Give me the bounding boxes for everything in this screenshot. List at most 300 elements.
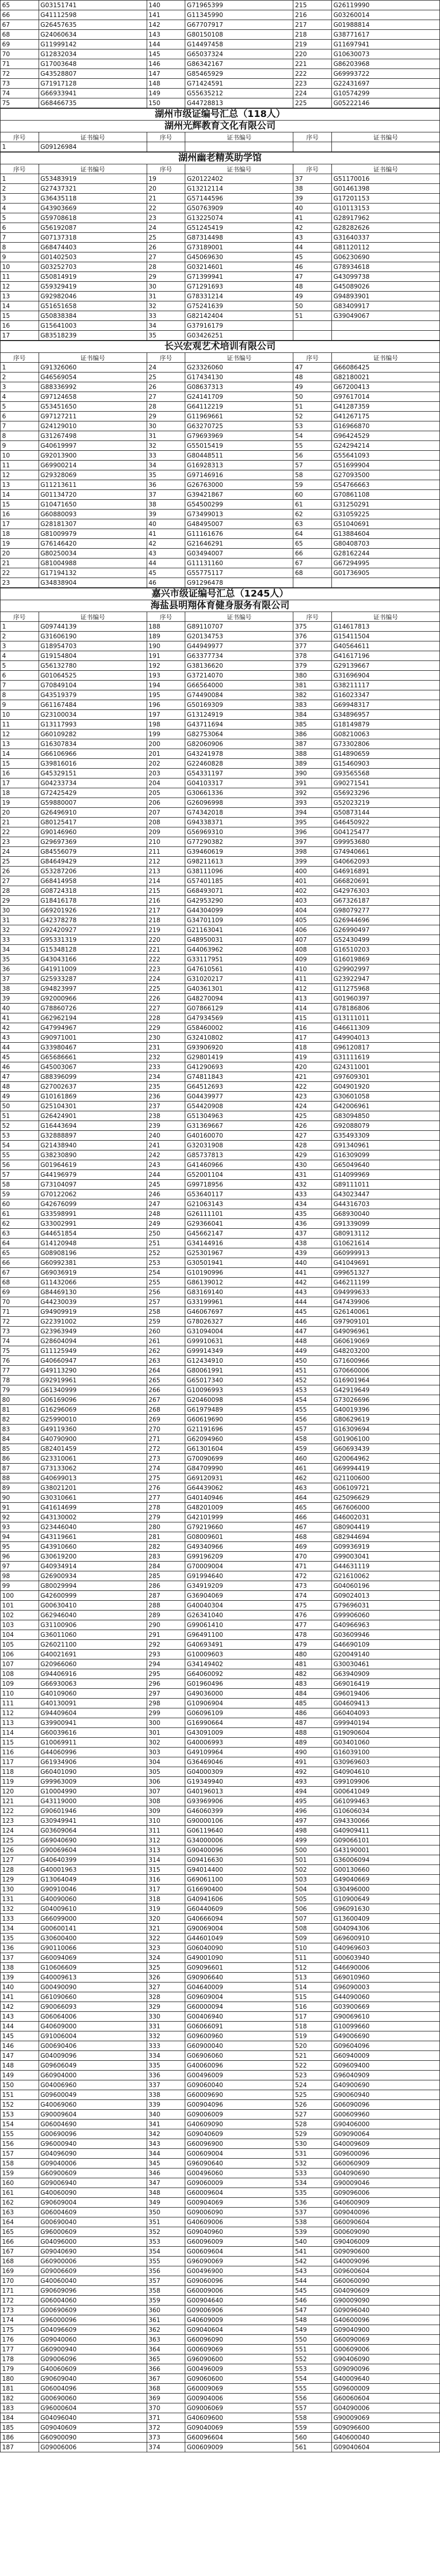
table-row — [1, 994, 440, 1004]
seq-cell: 44 — [147, 558, 185, 568]
seq-cell: 2 — [1, 372, 39, 382]
seq-cell: 191 — [147, 651, 185, 661]
seq-cell: 561 — [293, 2443, 332, 2452]
seq-cell: 147 — [1, 2051, 39, 2061]
seq-cell: 205 — [147, 788, 185, 798]
cert-number-cell: G40090060 — [39, 1894, 147, 1904]
table-row — [1, 194, 440, 204]
seq-cell: 271 — [147, 1434, 185, 1444]
cert-number-cell: G60619690 — [185, 1415, 293, 1425]
cert-number-cell: G80029994 — [39, 1581, 147, 1591]
seq-cell: 117 — [1, 1757, 39, 1767]
cert-number-cell: G66099000 — [39, 1914, 147, 1924]
table-row — [1, 1004, 440, 1013]
cert-number-cell: G08009601 — [185, 1532, 293, 1542]
seq-cell: 544 — [293, 2276, 332, 2286]
seq-cell: 12 — [1, 470, 39, 480]
cert-number-cell: G85737813 — [185, 1150, 293, 1160]
cert-number-cell: G40640399 — [39, 1855, 147, 1865]
seq-cell: 366 — [147, 2364, 185, 2374]
cert-number-cell: G09060040 — [185, 2080, 293, 2090]
table-row — [1, 2129, 440, 2139]
cert-number-cell: G30661336 — [185, 788, 293, 798]
seq-cell: 334 — [147, 2051, 185, 2061]
seq-cell: 408 — [293, 945, 332, 955]
seq-cell: 291 — [147, 1630, 185, 1640]
seq-cell: 68 — [1, 1278, 39, 1287]
seq-cell: 406 — [293, 925, 332, 935]
table-row — [1, 174, 440, 184]
seq-cell: 97 — [1, 1562, 39, 1571]
cert-number-cell: G19349940 — [185, 1777, 293, 1787]
seq-cell: 300 — [147, 1718, 185, 1728]
cert-number-cell: G21100600 — [331, 1473, 439, 1483]
cert-number-cell: G99914349 — [185, 1346, 293, 1356]
table-row — [1, 529, 440, 539]
cert-number-cell: G71399941 — [185, 272, 293, 282]
cert-number-cell: G53640117 — [185, 1190, 293, 1199]
cert-number-cell: G42378278 — [39, 916, 147, 925]
cert-number-cell: G09936919 — [331, 1542, 439, 1552]
cert-number-cell: G60090069 — [331, 2335, 439, 2345]
cert-number-cell: G06096109 — [185, 1708, 293, 1718]
cert-number-cell: G60096604 — [185, 2433, 293, 2443]
table-row — [1, 1797, 440, 1806]
seq-cell: 13 — [1, 292, 39, 301]
table-row — [1, 2237, 440, 2247]
table-row — [1, 40, 440, 49]
cert-number-cell: G32031908 — [185, 1141, 293, 1150]
table-row — [1, 2188, 440, 2198]
cert-number-cell: G46211199 — [331, 1278, 439, 1287]
cert-number-cell: G03494007 — [185, 549, 293, 558]
cert-number-cell: G11125949 — [39, 1346, 147, 1356]
cert-number-cell: G06119640 — [185, 1826, 293, 1836]
cert-number-cell: G46002031 — [331, 1513, 439, 1522]
seq-cell: 423 — [293, 1092, 332, 1101]
cert-number-cell: G26119990 — [331, 1, 439, 10]
seq-cell: 386 — [293, 730, 332, 739]
cert-number-cell: G04009096 — [39, 2051, 147, 2061]
seq-cell: 99 — [1, 1581, 39, 1591]
seq-cell: 355 — [147, 2257, 185, 2266]
seq-cell: 316 — [147, 1875, 185, 1885]
table-row — [1, 49, 440, 59]
seq-cell: 466 — [293, 1513, 332, 1522]
seq-cell: 284 — [147, 1562, 185, 1571]
seq-cell: 32 — [147, 441, 185, 451]
seq-cell: 172 — [1, 2296, 39, 2306]
cert-number-cell: G09040006 — [39, 2159, 147, 2168]
seq-cell: 46 — [1, 1062, 39, 1072]
section-title: 湖州市级证编号汇总（118人） — [0, 108, 440, 120]
cert-number-cell: G81120112 — [331, 243, 439, 252]
seq-cell: 456 — [293, 1415, 332, 1425]
seq-cell: 292 — [147, 1640, 185, 1650]
cert-number-cell: G66820691 — [331, 876, 439, 886]
table-row — [1, 1591, 440, 1601]
cert-number-cell: G99906060 — [331, 1611, 439, 1620]
cert-number-cell: G09600049 — [39, 2090, 147, 2100]
seq-cell: 113 — [1, 1718, 39, 1728]
table-row — [1, 622, 440, 632]
seq-cell: 141 — [1, 1992, 39, 2002]
table-row — [1, 69, 440, 79]
seq-cell: 263 — [147, 1356, 185, 1366]
seq-cell: 343 — [147, 2139, 185, 2149]
cert-number-cell: G20122402 — [185, 174, 293, 184]
table-row — [1, 1757, 440, 1767]
cert-number-cell: G40009096 — [331, 2257, 439, 2266]
cert-number-cell: G40909411 — [331, 1826, 439, 1836]
seq-cell: 24 — [147, 363, 185, 372]
table-row — [1, 2051, 440, 2061]
seq-cell: 49 — [1, 1092, 39, 1101]
table-row — [1, 2423, 440, 2433]
seq-cell: 5 — [1, 213, 39, 223]
cert-number-cell: G30496000 — [331, 1885, 439, 1894]
seq-cell: 224 — [147, 974, 185, 984]
cert-number-cell: G06004060 — [39, 2296, 147, 2306]
cert-number-cell: G84709990 — [185, 1464, 293, 1473]
cert-number-cell: G10009603 — [185, 1650, 293, 1659]
cert-number-cell: G99109906 — [331, 1777, 439, 1787]
seq-cell: 80 — [1, 1395, 39, 1405]
seq-cell: 391 — [293, 778, 332, 788]
cert-number-cell: G17003648 — [39, 59, 147, 69]
seq-cell: 77 — [1, 1366, 39, 1376]
cert-number-cell: G16928313 — [185, 461, 293, 470]
seq-cell: 216 — [147, 896, 185, 906]
cert-number-cell: G80125417 — [39, 818, 147, 827]
cert-number-cell: G12832034 — [39, 49, 147, 59]
cert-number-cell: G99963009 — [39, 1777, 147, 1787]
table-row — [1, 363, 440, 372]
cert-number-cell: G23922947 — [331, 974, 439, 984]
table-row — [1, 2354, 440, 2364]
table-row — [1, 1483, 440, 1493]
table-row — [1, 223, 440, 233]
cert-number-cell: G09006906 — [185, 2306, 293, 2315]
seq-cell: 68 — [1, 30, 39, 40]
cert-number-cell: G49904013 — [331, 1033, 439, 1043]
seq-cell: 73 — [1, 1327, 39, 1336]
cert-number-cell: G80913112 — [331, 1229, 439, 1239]
table-header-row — [1, 132, 440, 142]
cert-number-cell: G60900006 — [39, 2257, 147, 2266]
cert-number-cell: G00609960 — [331, 2110, 439, 2120]
seq-cell: 1 — [1, 622, 39, 632]
seq-cell: 329 — [147, 2002, 185, 2012]
cert-number-cell: G73189001 — [185, 243, 293, 252]
seq-cell: 111 — [1, 1699, 39, 1708]
cert-number-cell: G40009609 — [331, 2139, 439, 2149]
table-row — [1, 79, 440, 89]
seq-cell: 132 — [1, 1904, 39, 1914]
seq-cell: 36 — [147, 480, 185, 490]
seq-cell: 94 — [1, 1532, 39, 1542]
cert-number-cell: G14497458 — [185, 40, 293, 49]
seq-cell: 133 — [1, 1914, 39, 1924]
cert-number-cell: G50814919 — [39, 272, 147, 282]
seq-cell: 219 — [293, 40, 332, 49]
seq-cell: 189 — [147, 632, 185, 641]
section-subtitle: 湖州光辉教育文化有限公司 — [0, 120, 440, 132]
seq-cell: 6 — [1, 671, 39, 681]
table-row — [1, 906, 440, 916]
cert-number-cell: G96090640 — [185, 2159, 293, 2168]
table-row — [1, 2403, 440, 2413]
cert-number-cell: G56132780 — [39, 661, 147, 671]
table-row — [1, 568, 440, 578]
seq-cell: 434 — [293, 1199, 332, 1209]
cert-number-cell: G46067697 — [185, 1307, 293, 1317]
table-row — [1, 1679, 440, 1689]
seq-cell: 215 — [293, 1, 332, 10]
seq-cell: 327 — [147, 1982, 185, 1992]
seq-cell: 82 — [1, 1415, 39, 1425]
seq-cell: 335 — [147, 2061, 185, 2071]
cert-number-cell: G34838904 — [39, 578, 147, 588]
cert-number-cell: G49096961 — [331, 1327, 439, 1336]
cert-number-cell: G40619997 — [39, 441, 147, 451]
cert-number-cell: G73499013 — [185, 510, 293, 519]
table-row — [1, 769, 440, 778]
cert-number-cell: G20049140 — [331, 1650, 439, 1659]
table-row — [1, 1640, 440, 1650]
cert-number-cell: G44651854 — [39, 1229, 147, 1239]
cert-number-cell: G70090699 — [185, 1454, 293, 1464]
cert-number-cell: G90110066 — [39, 1943, 147, 1953]
seq-cell: 195 — [147, 690, 185, 700]
cert-number-cell: G55635212 — [185, 89, 293, 98]
cert-number-cell: G34701109 — [185, 916, 293, 925]
seq-cell: 244 — [147, 1170, 185, 1180]
seq-cell: 560 — [293, 2433, 332, 2443]
cert-number-cell: G20134753 — [185, 632, 293, 641]
cert-number-cell: G31094004 — [185, 1327, 293, 1336]
seq-cell: 302 — [147, 1738, 185, 1748]
seq-cell: 442 — [293, 1278, 332, 1287]
seq-cell: 28 — [147, 262, 185, 272]
cert-number-cell: G10471650 — [39, 500, 147, 510]
seq-cell: 275 — [147, 1473, 185, 1483]
table-row — [1, 1356, 440, 1366]
seq-cell: 199 — [147, 730, 185, 739]
seq-cell: 92 — [1, 1513, 39, 1522]
seq-cell: 449 — [293, 1346, 332, 1356]
table-row — [1, 2217, 440, 2227]
seq-cell: 414 — [293, 1004, 332, 1013]
cert-number-cell: G94823997 — [39, 984, 147, 994]
cert-number-cell: G40934914 — [39, 1562, 147, 1571]
seq-cell: 2 — [1, 184, 39, 194]
table-row — [1, 20, 440, 30]
cert-number-cell: G90609004 — [39, 2198, 147, 2208]
cert-number-cell: G94406916 — [39, 1669, 147, 1679]
cert-number-cell: G22431697 — [331, 79, 439, 89]
table-row — [1, 1904, 440, 1914]
cert-number-cell: G57144596 — [185, 194, 293, 204]
cert-number-cell: G15460903 — [331, 759, 439, 769]
seq-cell — [293, 578, 332, 588]
seq-cell: 226 — [147, 994, 185, 1004]
table-row — [1, 272, 440, 282]
cert-number-cell: G13212114 — [185, 184, 293, 194]
cert-number-cell: G13117993 — [39, 720, 147, 730]
seq-cell: 458 — [293, 1434, 332, 1444]
cert-number-cell: G09040609 — [185, 2129, 293, 2139]
seq-cell: 182 — [1, 2394, 39, 2403]
cert-number-cell: G03900669 — [331, 2002, 439, 2012]
table-row — [1, 292, 440, 301]
cert-number-cell: G80061991 — [185, 1366, 293, 1376]
seq-cell: 184 — [1, 2413, 39, 2423]
cert-number-cell: G40140946 — [185, 1493, 293, 1503]
cert-number-cell: G40609009 — [185, 2315, 293, 2325]
seq-cell: 101 — [1, 1601, 39, 1611]
cert-number-cell: G96000604 — [39, 2403, 147, 2413]
seq-cell: 508 — [293, 1924, 332, 1934]
cert-number-cell: G16039100 — [331, 1748, 439, 1757]
cert-number-cell: G04060196 — [331, 1581, 439, 1591]
seq-cell: 27 — [1, 876, 39, 886]
cert-number-cell: G64439062 — [185, 1483, 293, 1493]
seq-cell: 437 — [293, 1229, 332, 1239]
seq-cell: 22 — [147, 204, 185, 213]
header-cert-number: 证书编号 — [185, 132, 293, 142]
seq-cell: 238 — [147, 1111, 185, 1121]
cert-number-cell: G04009610 — [39, 1904, 147, 1914]
seq-cell: 384 — [293, 710, 332, 720]
cert-number-cell: G04233734 — [39, 778, 147, 788]
table-row — [1, 2364, 440, 2374]
seq-cell: 157 — [1, 2149, 39, 2159]
cert-number-cell: G12434910 — [185, 1356, 293, 1366]
cert-number-cell: G99910631 — [185, 1336, 293, 1346]
seq-cell: 10 — [1, 451, 39, 461]
seq-cell: 2 — [1, 632, 39, 641]
cert-number-cell: G04090690 — [331, 2168, 439, 2178]
seq-cell: 553 — [293, 2364, 332, 2374]
table-row — [1, 2257, 440, 2266]
seq-cell: 33 — [1, 935, 39, 945]
seq-cell: 552 — [293, 2354, 332, 2364]
table-row — [1, 1581, 440, 1591]
seq-cell: 25 — [1, 857, 39, 867]
cert-number-cell: G90069604 — [39, 1845, 147, 1855]
table-row — [1, 2168, 440, 2178]
table-row — [1, 1982, 440, 1992]
seq-cell: 401 — [293, 876, 332, 886]
cert-number-cell: G82060906 — [185, 739, 293, 749]
seq-cell: 23 — [147, 213, 185, 223]
cert-number-cell: G00609006 — [331, 2345, 439, 2354]
seq-cell — [293, 321, 332, 331]
cert-number-cell: G04090006 — [331, 2403, 439, 2413]
table-row — [1, 1473, 440, 1483]
seq-cell: 160 — [1, 2178, 39, 2188]
cert-number-cell: G42600999 — [39, 1591, 147, 1601]
seq-cell: 60 — [1, 1199, 39, 1209]
cert-number-cell: G29801419 — [185, 1053, 293, 1062]
table-row — [1, 2100, 440, 2110]
seq-cell: 296 — [147, 1679, 185, 1689]
seq-cell: 336 — [147, 2071, 185, 2080]
seq-cell: 239 — [147, 1121, 185, 1131]
seq-cell: 516 — [293, 2002, 332, 2012]
seq-cell: 371 — [147, 2413, 185, 2423]
table-row — [1, 1190, 440, 1199]
seq-cell: 417 — [293, 1033, 332, 1043]
seq-cell: 13 — [1, 739, 39, 749]
seq-cell: 70 — [1, 1297, 39, 1307]
table-row — [1, 402, 440, 412]
seq-cell: 31 — [147, 292, 185, 301]
table-row — [1, 896, 440, 906]
seq-cell: 23 — [1, 578, 39, 588]
cert-number-cell: G10161869 — [39, 1092, 147, 1101]
cert-number-cell: G00690096 — [39, 2129, 147, 2139]
cert-number-cell: G06004609 — [39, 2208, 147, 2217]
seq-cell: 146 — [147, 59, 185, 69]
seq-cell: 223 — [293, 79, 332, 89]
table-row — [1, 1522, 440, 1532]
table-row — [1, 2345, 440, 2354]
seq-cell: 555 — [293, 2384, 332, 2394]
cert-number-cell: G93969906 — [185, 1797, 293, 1806]
cert-number-cell: G90069004 — [185, 1924, 293, 1934]
cert-number-cell: G73133062 — [39, 1464, 147, 1473]
seq-cell: 415 — [293, 1013, 332, 1023]
seq-cell: 330 — [147, 2012, 185, 2022]
cert-number-cell: G18954703 — [39, 641, 147, 651]
seq-cell: 175 — [1, 2325, 39, 2335]
seq-cell: 155 — [1, 2129, 39, 2139]
seq-cell: 67 — [1, 20, 39, 30]
cert-number-cell: G40001963 — [39, 1865, 147, 1875]
seq-cell: 485 — [293, 1699, 332, 1708]
table-row — [1, 470, 440, 480]
seq-cell: 4 — [1, 392, 39, 402]
cert-number-cell: G09006069 — [185, 2403, 293, 2413]
seq-cell: 4 — [1, 651, 39, 661]
table-row — [1, 1346, 440, 1356]
table-row — [1, 1297, 440, 1307]
cert-number-cell: G09066101 — [331, 1836, 439, 1845]
seq-cell: 34 — [147, 461, 185, 470]
seq-cell: 450 — [293, 1356, 332, 1366]
cert-number-cell: G61167484 — [39, 700, 147, 710]
cert-number-cell: G40693491 — [185, 1640, 293, 1650]
seq-cell: 47 — [1, 1072, 39, 1082]
seq-cell: 482 — [293, 1669, 332, 1679]
cert-number-cell: G40966963 — [331, 1620, 439, 1630]
seq-cell: 537 — [293, 2208, 332, 2217]
cert-number-cell: G10099660 — [331, 2022, 439, 2031]
cert-number-cell: G21610062 — [331, 1571, 439, 1581]
cert-number-cell: G40941606 — [185, 1894, 293, 1904]
cert-number-cell: G41911009 — [39, 964, 147, 974]
seq-cell: 142 — [1, 2002, 39, 2012]
cert-number-cell: G16307834 — [39, 739, 147, 749]
cert-number-cell: G31369667 — [185, 1121, 293, 1131]
table-row — [1, 2208, 440, 2217]
cert-number-cell: G32888897 — [39, 1131, 147, 1141]
cert-number-cell: G42953290 — [185, 896, 293, 906]
cert-number-cell: G83094850 — [331, 1111, 439, 1121]
cert-number-cell: G04094306 — [331, 1924, 439, 1934]
